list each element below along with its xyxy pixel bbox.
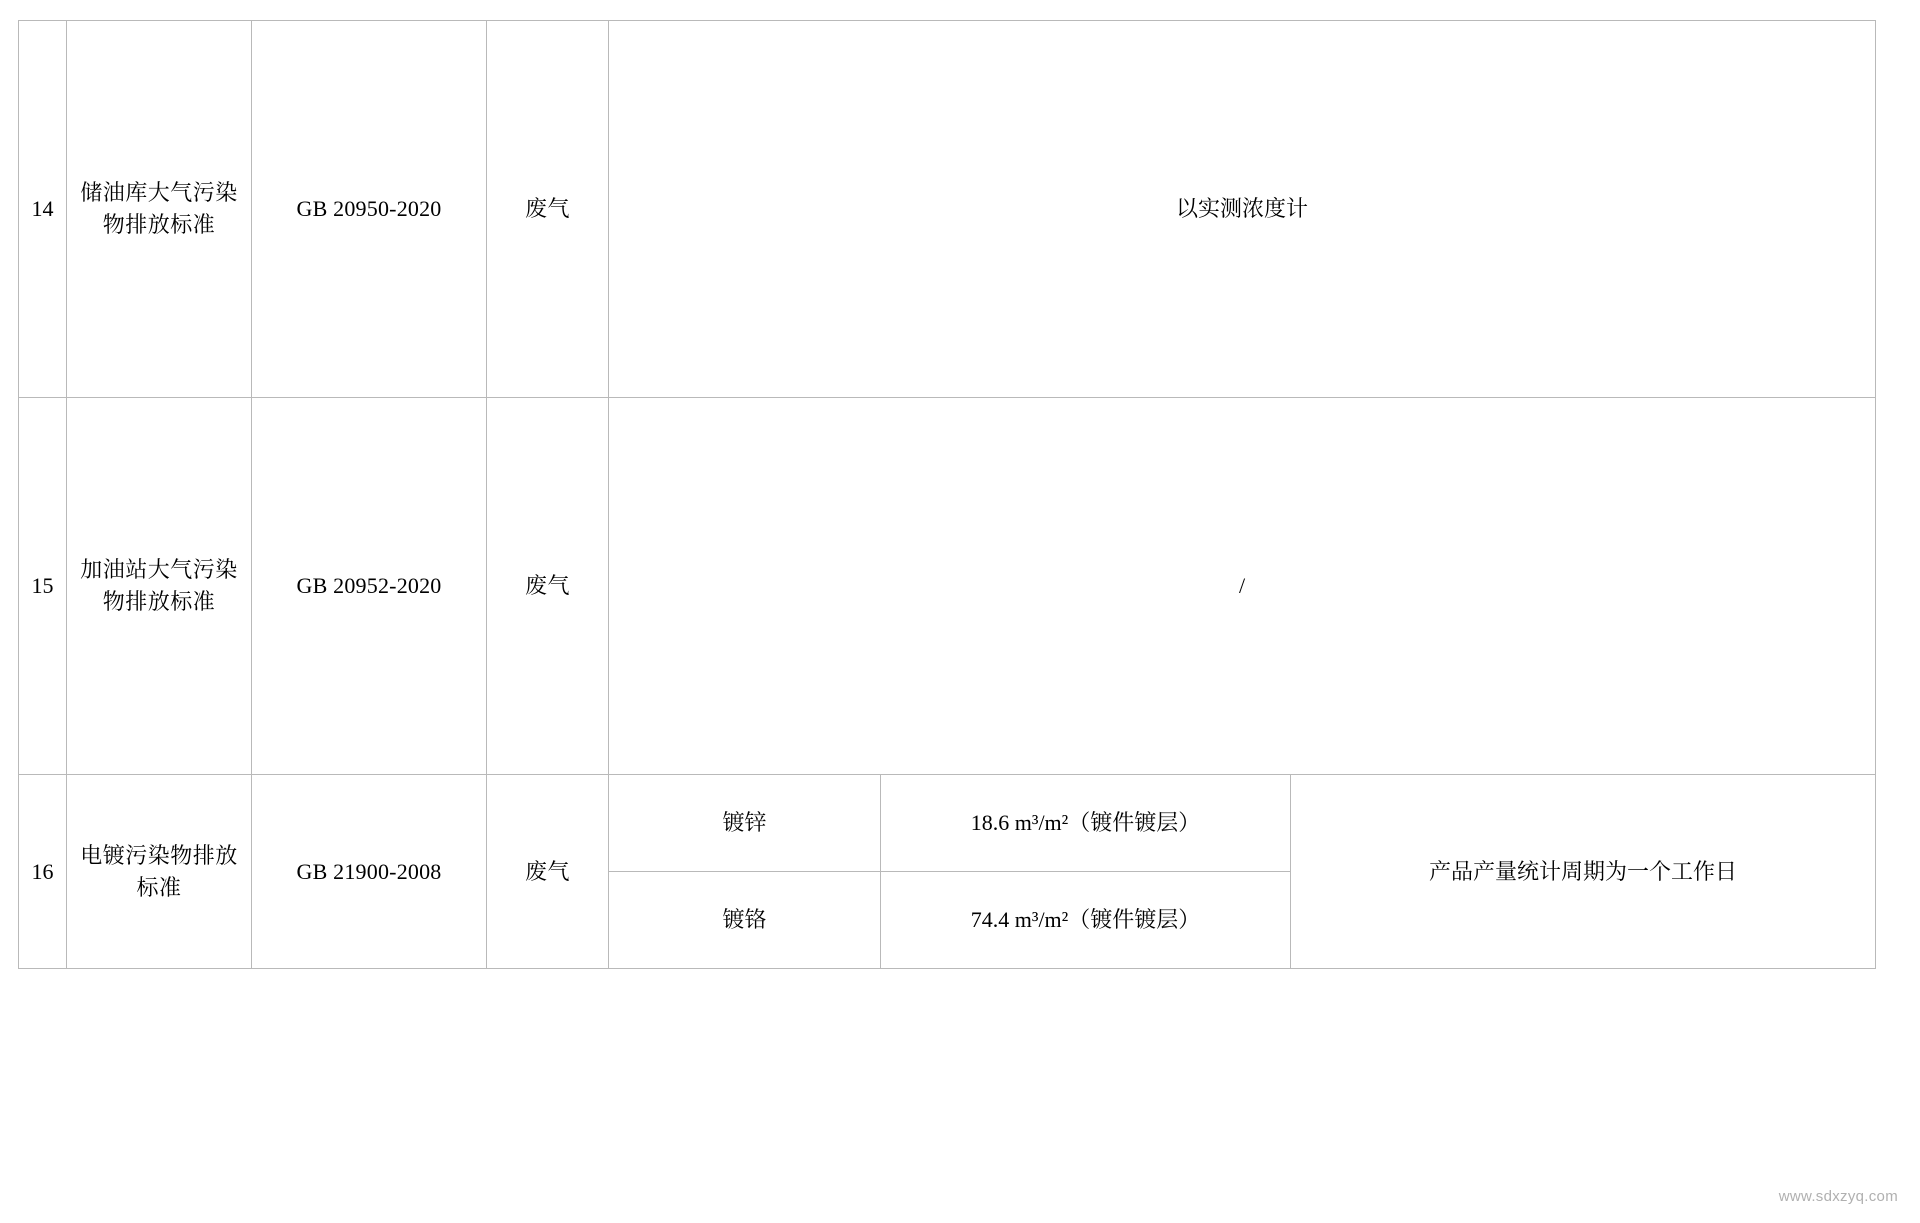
emission-value: 74.4 m³/m²（镀件镀层） <box>881 872 1291 969</box>
standard-name: 储油库大气污染物排放标准 <box>67 21 252 398</box>
pollution-type: 废气 <box>487 775 609 969</box>
row-index: 15 <box>19 398 67 775</box>
standard-name: 加油站大气污染物排放标准 <box>67 398 252 775</box>
merged-note: / <box>609 398 1876 775</box>
process-name: 镀锌 <box>609 775 881 872</box>
table-row <box>19 21 1876 398</box>
row-index: 16 <box>19 775 67 969</box>
standard-code: GB 20952-2020 <box>252 398 487 775</box>
pollution-type: 废气 <box>487 21 609 398</box>
process-name: 镀铬 <box>609 872 881 969</box>
row-index: 14 <box>19 21 67 398</box>
emission-value: 18.6 m³/m²（镀件镀层） <box>881 775 1291 872</box>
remark: 产品产量统计周期为一个工作日 <box>1291 775 1876 969</box>
standard-code: GB 20950-2020 <box>252 21 487 398</box>
table-row <box>19 398 1876 775</box>
standard-name: 电镀污染物排放标准 <box>67 775 252 969</box>
pollution-type: 废气 <box>487 398 609 775</box>
standard-code: GB 21900-2008 <box>252 775 487 969</box>
watermark: www.sdxzyq.com <box>1778 1188 1898 1205</box>
table-row <box>19 775 1876 872</box>
emission-standards-table <box>18 20 1876 969</box>
merged-note: 以实测浓度计 <box>609 21 1876 398</box>
